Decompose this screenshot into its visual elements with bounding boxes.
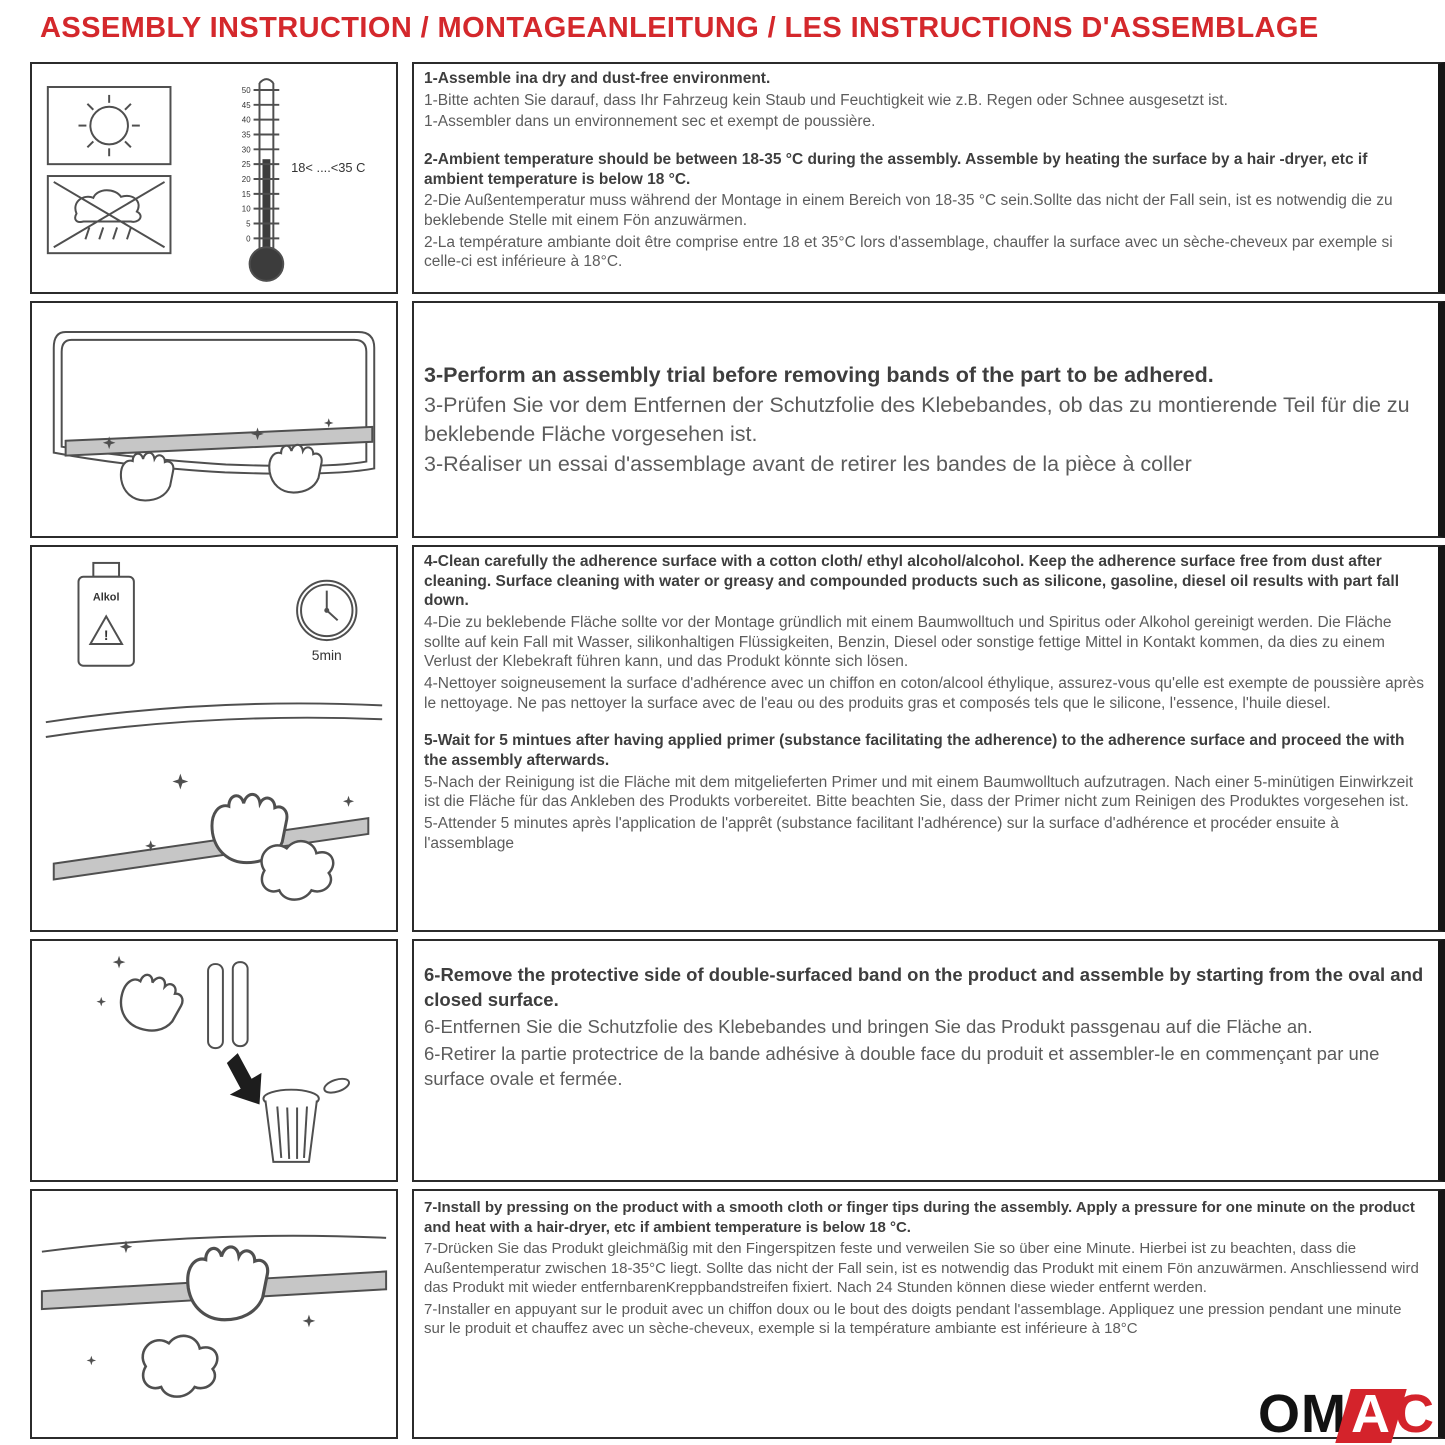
svg-text:!: ! xyxy=(103,627,109,644)
peel-band-illustration xyxy=(30,939,398,1182)
instruction-3-fr: 3-Réaliser un essai d'assemblage avant de retirer les bandes de la pièce à coller xyxy=(424,452,1192,477)
no-rain-icon xyxy=(48,176,171,253)
instruction-block-5 xyxy=(424,731,1424,853)
instruction-1-en: 1-Assemble ina dry and dust-free environment. xyxy=(424,70,771,87)
omac-logo-a: A xyxy=(1347,1387,1395,1441)
instruction-7-de: 7-Drücken Sie das Produkt gleichmäßig mit den Fingerspitzen feste und verweilen Sie so über eine Minute. Hierbei ist zu beachten, dass die Außentemperatur zwischen 18-35°C liegt. Sollte das nicht der Fall sein, ist es notwendig das Produkt mit einem Fön anzuwärmen. Anschliessend wird das Produkt mit wieder entfernbarenKreppbandstreifen fixiert. Nach 24 Stunden können diese wieder entfernt werden. xyxy=(424,1240,1419,1296)
section-press-install xyxy=(30,1189,1445,1444)
svg-text:25: 25 xyxy=(241,160,251,170)
trial-illustration-svg xyxy=(32,303,396,536)
section-environment-text xyxy=(412,62,1445,294)
instruction-rows xyxy=(30,62,1445,1444)
press-install-illustration xyxy=(30,1189,398,1439)
svg-text:10: 10 xyxy=(241,204,251,214)
press-install-illustration-svg xyxy=(32,1191,396,1437)
instruction-5-fr: 5-Attender 5 minutes après l'application de l'apprêt (substance facilitant l'adhérence) sur la surface d'adhérence et procéder ensuite à l'assemblage xyxy=(424,815,1339,852)
svg-text:15: 15 xyxy=(241,189,251,199)
instruction-block-2 xyxy=(424,150,1424,272)
thermometer-scale xyxy=(242,86,251,243)
thermometer-icon xyxy=(242,79,366,281)
peel-band-illustration-svg xyxy=(32,941,396,1180)
instruction-4-fr: 4-Nettoyer soigneusement la surface d'adhérence avec un chiffon en coton/alcool éthylique, assurez-vous qu'elle est exempte de poussière après le nettoyage. Ne pas nettoyer la surface avec de l'eau ou des produits gras et composés tels que le silicone, l'essence, l'huile diesel. xyxy=(424,675,1424,712)
instruction-2-de: 2-Die Außentemperatur muss während der Montage in einem Bereich von 18-35 °C sein.Sollte das nicht der Fall sein, ist es notwendig die zu beklebende Stelle mit einem Fön anzuwärmen. xyxy=(424,192,1393,230)
arrow-down-icon xyxy=(227,1053,262,1104)
window-trim-illustration xyxy=(54,332,374,501)
page-title: ASSEMBLY INSTRUCTION / MONTAGEANLEITUNG / LES INSTRUCTIONS D'ASSEMBLAGE xyxy=(40,12,1319,44)
instruction-block-7 xyxy=(424,1198,1424,1339)
trial-illustration xyxy=(30,301,398,538)
instruction-block-6 xyxy=(424,963,1424,1092)
instruction-6-de: 6-Entfernen Sie die Schutzfolie des Klebebandes und bringen Sie das Produkt passgenau auf die Fläche an. xyxy=(424,1015,1313,1037)
section-environment-temperature xyxy=(30,62,1445,294)
thermometer-range-label: 18< ....<35 C xyxy=(291,160,366,176)
instruction-6-fr: 6-Retirer la partie protectrice de la bande adhésive à double face du produit et assembler-le en commençant par une surface ovale et fermée. xyxy=(424,1042,1380,1089)
svg-text:0: 0 xyxy=(246,234,251,244)
peel-band-drawing xyxy=(96,956,350,1162)
omac-logo-om: OM xyxy=(1258,1384,1347,1444)
environment-illustration xyxy=(30,62,398,294)
omac-logo xyxy=(1258,1384,1435,1444)
instruction-1-de: 1-Bitte achten Sie darauf, dass Ihr Fahrzeug kein Staub und Feuchtigkeit wie z.B. Regen oder Schnee ausgesetzt ist. xyxy=(424,91,1228,109)
instruction-block-1 xyxy=(424,69,1424,132)
instruction-6-en: 6-Remove the protective side of double-surfaced band on the product and assemble by starting from the oval and closed surface. xyxy=(424,964,1424,1010)
trash-bin-icon xyxy=(263,1076,350,1162)
sun-icon xyxy=(48,87,171,164)
instruction-5-en: 5-Wait for 5 mintues after having applied primer (substance facilitating the adherence) to the adherence surface and proceed the with the assembly afterwards. xyxy=(424,732,1405,770)
clock-icon xyxy=(297,581,356,663)
instruction-5-de: 5-Nach der Reinigung ist die Fläche mit dem mitgelieferten Primer und mit einem Baumwolltuch aufzutragen. Nach einer 5-minütigen Einwirkzeit ist die Fläche für das Ankleben des Produkts vorbereitet. Bitte beachten Sie, dass der Primer nicht zum Reinigen des Produktes vorgesehen ist. xyxy=(424,773,1414,811)
press-install-drawing xyxy=(42,1236,386,1397)
svg-text:35: 35 xyxy=(241,130,251,140)
svg-text:40: 40 xyxy=(241,115,251,125)
environment-illustration-svg xyxy=(32,64,396,292)
section-assembly-trial xyxy=(30,301,1445,538)
instruction-block-4 xyxy=(424,552,1424,713)
clock-duration-label: 5min xyxy=(311,646,342,663)
instruction-4-de: 4-Die zu beklebende Fläche sollte vor der Montage gründlich mit einem Baumwolltuch und Spiritus oder Alkohol gereinigt werden. Die Fläche sollte auf kein Fall mit Wasser, silikonhaltigen Flüssigkeiten, Benzin, Diesel oder sonstige fettige Mittel in Kontakt kommen, da dies zu einem Verlust der Klebekraft führen kann, und das Produkt könnte sich lösen. xyxy=(424,614,1392,671)
svg-text:45: 45 xyxy=(241,100,251,110)
alcohol-bottle-icon xyxy=(78,563,133,666)
svg-text:30: 30 xyxy=(241,145,251,155)
instruction-4-en: 4-Clean carefully the adherence surface with a cotton cloth/ ethyl alcohol/alcohol. Keep the adherence surface free from dust after cleaning. Surface cleaning with water or greasy and compounded products such as silicone, gasoline, diesel oil results with part fall down. xyxy=(424,553,1400,610)
section-trial-text xyxy=(412,301,1445,538)
wipe-surface-illustration xyxy=(46,703,382,899)
svg-text:5: 5 xyxy=(246,219,251,229)
section-cleaning-primer xyxy=(30,545,1445,932)
section-cleaning-text xyxy=(412,545,1445,932)
alcohol-bottle-label: Alkol xyxy=(92,591,120,604)
instruction-2-fr: 2-La température ambiante doit être comprise entre 18 et 35°C lors d'assemblage, chauffer la surface avec un sèche-cheveux par exemple si celle-ci est inférieure à 18°C. xyxy=(424,233,1393,271)
cleaning-illustration xyxy=(30,545,398,932)
instruction-7-en: 7-Install by pressing on the product with a smooth cloth or finger tips during the assembly. Apply a pressure for one minute on the product and heat with a hair-dryer, etc if ambient temperature is below 18 °C. xyxy=(424,1199,1415,1236)
svg-text:50: 50 xyxy=(241,85,251,95)
instruction-block-3 xyxy=(424,361,1424,479)
section-remove-band-text xyxy=(412,939,1445,1182)
section-remove-band xyxy=(30,939,1445,1182)
instruction-3-de: 3-Prüfen Sie vor dem Entfernen der Schutzfolie des Klebebandes, ob das zu montierende Teil für die zu beklebende Fläche vorgesehen ist. xyxy=(424,393,1410,446)
svg-text:20: 20 xyxy=(241,174,251,184)
cleaning-illustration-svg xyxy=(32,547,396,930)
instruction-1-fr: 1-Assembler dans un environnement sec et exempt de poussière. xyxy=(424,113,876,131)
omac-logo-c: C xyxy=(1395,1384,1435,1444)
instruction-7-fr: 7-Installer en appuyant sur le produit avec un chiffon doux ou le bout des doigts pendant l'assemblage. Appliquez une pression pendant une minute sur le produit et chauffez avec un sèche-cheveux, exemple si la température ambiante est inférieure à 18°C xyxy=(424,1300,1402,1337)
instruction-2-en: 2-Ambient temperature should be between 18-35 °C during the assembly. Assemble by heating the surface by a hair -dryer, etc if ambient temperature is below 18 °C. xyxy=(424,151,1368,188)
instruction-3-en: 3-Perform an assembly trial before removing bands of the part to be adhered. xyxy=(424,363,1214,387)
